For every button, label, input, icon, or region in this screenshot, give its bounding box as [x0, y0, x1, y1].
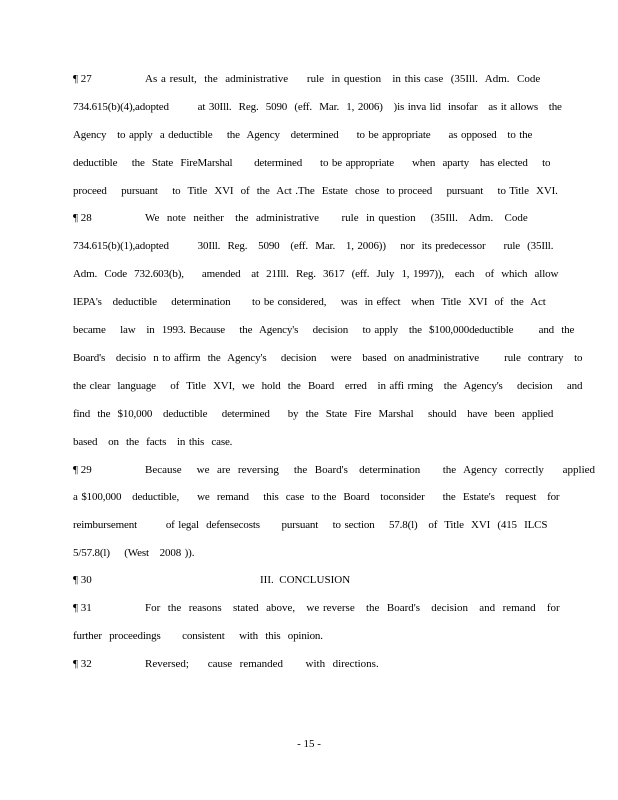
paragraph-line: based on the facts in this case.: [73, 436, 233, 448]
paragraph-line: deductible the State FireMarshal determined to be appropriate when aparty has elected to: [73, 157, 551, 169]
paragraph-line: For the reasons stated above, we reverse the Board's decision and remand for: [145, 602, 560, 614]
paragraph-number: ¶ 27: [73, 73, 92, 85]
paragraph-line: 734.615(b)(4),adopted at 30Ill. Reg. 5090 (eff. Mar. 1, 2006) )is inva lid insofar as it allows the: [73, 101, 562, 113]
paragraph-line: Board's decisio n to affirm the Agency's decision were based on anadministrative rule contrary to: [73, 352, 583, 364]
paragraph-number: ¶ 32: [73, 658, 92, 670]
paragraph-number: ¶ 29: [73, 464, 92, 476]
section-heading: III. CONCLUSION: [260, 574, 351, 586]
paragraph-line: Reversed; cause remanded with directions.: [145, 658, 379, 670]
paragraph-line: We note neither the administrative rule in question (35Ill. Adm. Code: [145, 212, 528, 224]
paragraph-line: the clear language of Title XVI, we hold the Board erred in affi rming the Agency's decision and: [73, 380, 583, 392]
paragraph-line: Agency to apply a deductible the Agency determined to be appropriate as opposed to the: [73, 129, 533, 141]
paragraph-line: proceed pursuant to Title XVI of the Act .The Estate chose to proceed pursuant to Title XVI.: [73, 185, 558, 197]
paragraph-number: ¶ 28: [73, 212, 92, 224]
paragraph-line: Because we are reversing the Board's determination the Agency correctly applied: [145, 464, 596, 476]
paragraph-line: became law in 1993. Because the Agency's decision to apply the $100,000deductible and the: [73, 324, 575, 336]
paragraph-line: find the $10,000 deductible determined by the State Fire Marshal should have been applied: [73, 408, 554, 420]
paragraph-line: reimbursement of legal defensecosts pursuant to section 57.8(l) of Title XVI (415 ILCS: [73, 519, 548, 531]
paragraph-line: Adm. Code 732.603(b), amended at 21Ill. Reg. 3617 (eff. July 1, 1997)), each of which allow: [73, 268, 559, 280]
paragraph-number: ¶ 31: [73, 602, 92, 614]
paragraph-line: further proceedings consistent with this opinion.: [73, 630, 323, 642]
paragraph-line: a $100,000 deductible, we remand this case to the Board toconsider the Estate's request for: [73, 491, 560, 503]
paragraph-line: 734.615(b)(1),adopted 30Ill. Reg. 5090 (eff. Mar. 1, 2006)) nor its predecessor rule (35Ill.: [73, 240, 554, 252]
paragraph-line: IEPA's deductible determination to be considered, was in effect when Title XVI of the Act: [73, 296, 546, 308]
page-number: - 15 -: [297, 738, 321, 750]
paragraph-line: 5/57.8(l) (West 2008 )).: [73, 547, 195, 559]
paragraph-line: As a result, the administrative rule in question in this case (35Ill. Adm. Code: [145, 73, 541, 85]
paragraph-number: ¶ 30: [73, 574, 92, 586]
